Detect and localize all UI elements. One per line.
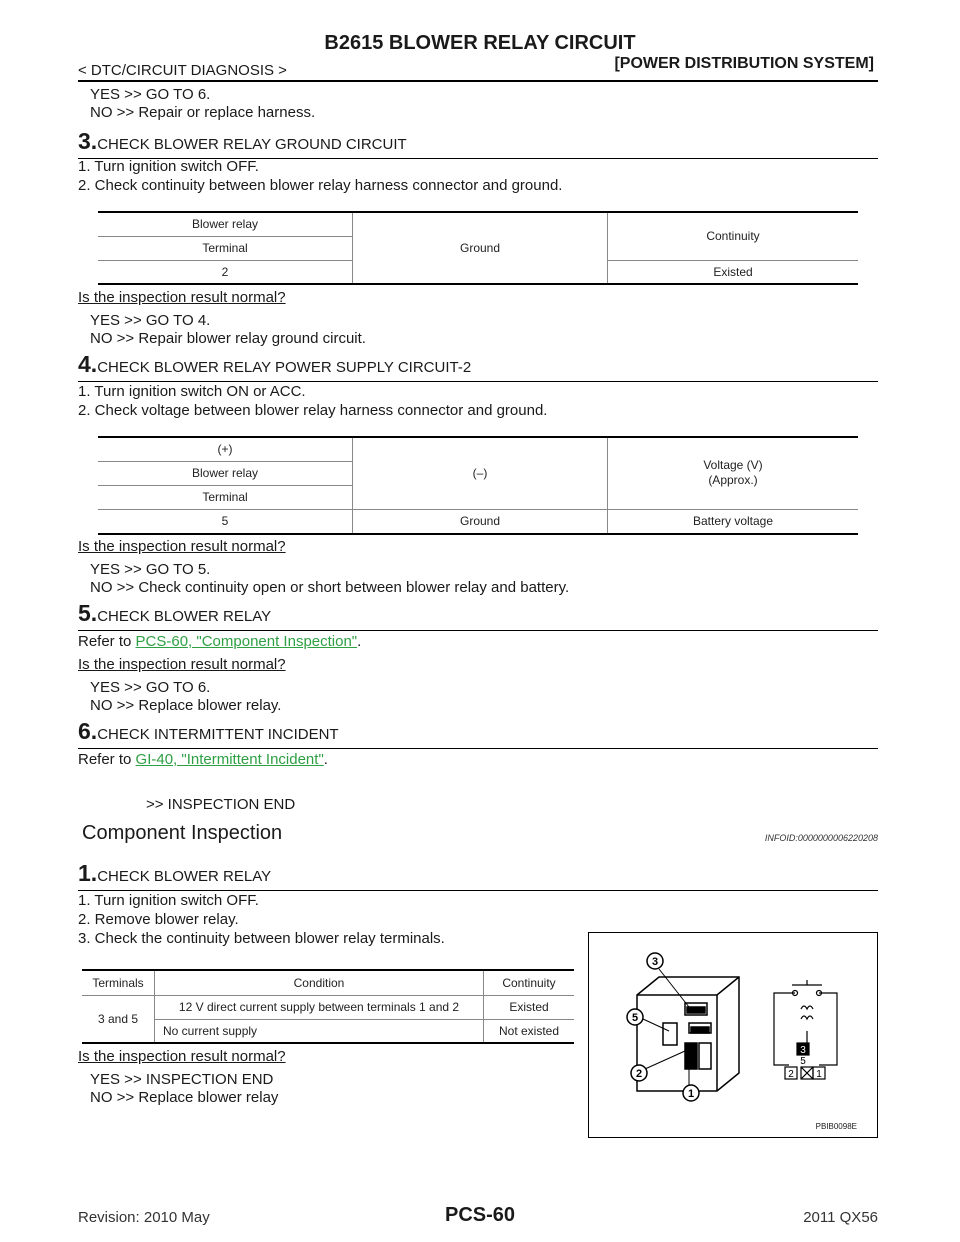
svg-text:5: 5 — [631, 1012, 639, 1024]
inspection-question: Is the inspection result normal? — [78, 656, 286, 673]
table-cell: Existed — [484, 995, 575, 1019]
instruction-item: 1. Turn ignition switch OFF. — [78, 158, 259, 175]
step-title: CHECK BLOWER RELAY GROUND CIRCUIT — [97, 136, 407, 153]
table-cell: Ground — [353, 509, 608, 534]
terminal-5-label: 5 — [800, 1056, 806, 1067]
instruction-item: 1. Turn ignition switch OFF. — [78, 892, 259, 909]
result-no: NO >> Repair or replace harness. — [90, 104, 316, 121]
voltage-label: Voltage (V) — [703, 458, 763, 473]
table-header-cell: Continuity — [608, 212, 859, 260]
refer-line — [78, 633, 361, 651]
callout-2 — [631, 1065, 647, 1081]
step-number: 5. — [78, 600, 98, 626]
step-title: CHECK BLOWER RELAY — [97, 608, 272, 625]
table-cell: 5 — [221, 514, 229, 529]
refer-line — [78, 751, 328, 769]
relay-body — [637, 977, 739, 1091]
inspection-question: Is the inspection result normal? — [78, 289, 286, 306]
table-header-cell: Continuity — [484, 970, 575, 995]
section-label: [POWER DISTRIBUTION SYSTEM] — [614, 55, 874, 72]
step-number: 4. — [78, 351, 98, 377]
table-cell: Not existed — [484, 1019, 575, 1043]
figure-code: PBIB0098E — [815, 1122, 857, 1131]
revision: Revision: 2010 May — [78, 1209, 210, 1226]
step-6-heading — [78, 718, 878, 749]
approx-label: (Approx.) — [708, 473, 758, 488]
info-id: INFOID:0000000006220208 — [764, 833, 878, 843]
table-cell: 12 V direct current supply between terminals 1 and 2 — [155, 995, 484, 1019]
table-header-cell: (+) — [98, 437, 353, 461]
result-yes: YES >> INSPECTION END — [90, 1071, 274, 1088]
step-3-heading — [78, 128, 878, 159]
terminal-2-label: 2 — [788, 1069, 794, 1080]
table-header-cell: Blower relay — [98, 461, 353, 485]
step-title: CHECK BLOWER RELAY — [97, 868, 272, 885]
component-step-1-heading — [78, 860, 878, 891]
period: . — [357, 633, 362, 650]
table-header-cell: Terminal — [98, 485, 353, 509]
step-title: CHECK BLOWER RELAY POWER SUPPLY CIRCUIT-2 — [97, 359, 472, 376]
table-header-cell: Condition — [155, 970, 484, 995]
gi-40-link[interactable]: GI-40, "Intermittent Incident" — [135, 751, 324, 768]
table-header-cell: (–) — [353, 437, 608, 509]
relay-continuity-table — [82, 969, 574, 1044]
pcs-60-link[interactable]: PCS-60, "Component Inspection" — [135, 633, 358, 650]
result-no: NO >> Replace blower relay. — [90, 697, 282, 714]
page-title: B2615 BLOWER RELAY CIRCUIT — [324, 32, 636, 54]
step-number: 1. — [78, 860, 98, 886]
result-yes: YES >> GO TO 5. — [90, 561, 211, 578]
svg-text:2: 2 — [635, 1068, 643, 1080]
inspection-end: >> INSPECTION END — [146, 796, 296, 813]
refer-text: Refer to — [78, 633, 136, 650]
result-yes: YES >> GO TO 6. — [90, 679, 211, 696]
step-title: CHECK INTERMITTENT INCIDENT — [97, 726, 339, 743]
result-no: NO >> Repair blower relay ground circuit. — [90, 330, 366, 347]
result-no: NO >> Check continuity open or short between blower relay and battery. — [90, 579, 570, 596]
svg-text:3: 3 — [651, 956, 659, 968]
section-title: Component Inspection — [82, 822, 283, 844]
relay-illustration — [589, 933, 877, 1137]
callout-5 — [627, 1009, 643, 1025]
result-yes: YES >> GO TO 4. — [90, 312, 211, 329]
callout-3 — [647, 953, 663, 969]
table-header-cell: Terminal — [98, 236, 353, 260]
table-cell: Existed — [608, 260, 859, 284]
table-cell: 2 — [221, 264, 229, 279]
instruction-item: 2. Check voltage between blower relay harness connector and ground. — [78, 402, 548, 419]
voltage-table — [98, 436, 858, 535]
result-no: NO >> Replace blower relay — [90, 1089, 279, 1106]
inspection-question: Is the inspection result normal? — [78, 1048, 286, 1065]
model: 2011 QX56 — [803, 1209, 878, 1226]
instruction-item: 1. Turn ignition switch ON or ACC. — [78, 383, 306, 400]
terminal-3-label: 3 — [800, 1045, 806, 1056]
table-header-cell — [608, 437, 859, 509]
continuity-table — [98, 211, 858, 285]
step-5-heading — [78, 600, 878, 631]
inspection-question: Is the inspection result normal? — [78, 538, 286, 555]
table-header-cell: Terminals — [82, 970, 155, 995]
terminal-1-label: 1 — [816, 1069, 822, 1080]
result-yes: YES >> GO TO 6. — [90, 86, 211, 103]
period: . — [323, 751, 328, 768]
instruction-item: 2. Check continuity between blower relay harness connector and ground. — [78, 177, 563, 194]
breadcrumb: < DTC/CIRCUIT DIAGNOSIS > — [78, 62, 287, 79]
callout-1 — [683, 1085, 699, 1101]
table-cell: No current supply — [155, 1019, 484, 1043]
step-number: 3. — [78, 128, 98, 154]
instruction-item: 2. Remove blower relay. — [78, 911, 239, 928]
step-number: 6. — [78, 718, 98, 744]
instruction-item: 3. Check the continuity between blower relay terminals. — [78, 930, 445, 947]
step-4-heading — [78, 351, 878, 382]
table-header-cell: Ground — [353, 212, 608, 284]
svg-text:1: 1 — [687, 1088, 695, 1100]
table-header-cell: Blower relay — [98, 212, 353, 236]
table-cell: 3 and 5 — [97, 1011, 139, 1026]
header-divider — [78, 80, 878, 82]
table-cell: Battery voltage — [608, 509, 859, 534]
relay-figure — [588, 932, 878, 1138]
refer-text: Refer to — [78, 751, 136, 768]
page-number: PCS-60 — [444, 1204, 516, 1226]
